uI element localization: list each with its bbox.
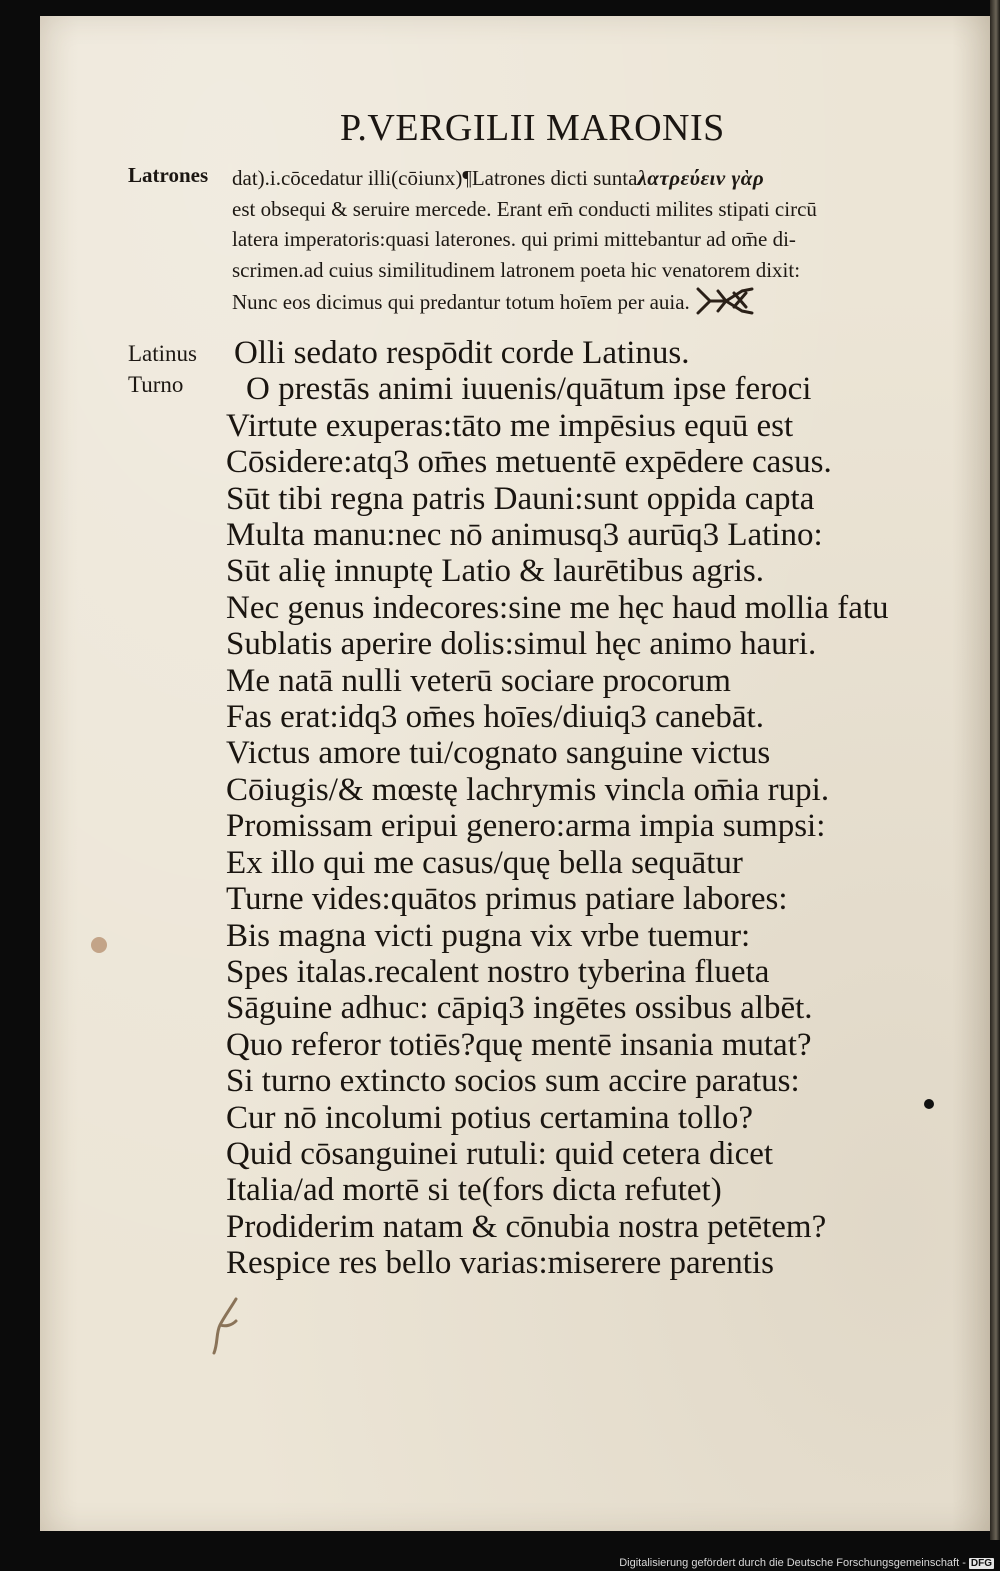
verse-line: Italia/ad mortē si te(fors dicta refutet): [226, 1172, 722, 1209]
verse-line: Cur nō incolumi potius certamina tollo?: [226, 1099, 753, 1136]
verse-line: Multa manu:nec nō animusq3 aurūq3 Latino:: [226, 517, 823, 554]
speaker-label-latinus: Latinus: [128, 341, 197, 366]
verse-line: Ex illo qui me casus/quę bella sequātur: [226, 844, 743, 881]
running-head: P.VERGILII MARONIS: [340, 107, 725, 149]
verse-line: Cōiugis/& mœstę lachrymis vincla om̄ia rupi.: [226, 771, 830, 808]
verse-margin-labels: [128, 338, 197, 400]
verse-line: Sublatis aperire dolis:simul hęc animo hauri.: [226, 626, 817, 663]
verse-line: Fas erat:idq3 om̄es hoīes/diuiq3 canebāt.: [226, 699, 764, 736]
verse-line: Respice res bello varias:miserere parentis: [226, 1245, 774, 1282]
verse-line: Victus amore tui/cognato sanguine victus: [226, 735, 771, 772]
verse-line: Bis magna victi pugna vix vrbe tuemur:: [226, 917, 751, 954]
verse-block: [226, 335, 946, 1282]
verse-line: O prestās animi iuuenis/quātum ipse feroci: [246, 371, 812, 408]
commentary-line: latera imperatoris:quasi laterones. qui primi mittebantur ad om̄e di-: [232, 227, 796, 251]
verse-line: Sūt tibi regna patris Dauni:sunt oppida capta: [226, 480, 815, 517]
verse-line: Quid cōsanguinei rutuli: quid cetera dicet: [226, 1135, 774, 1172]
verse-line: Olli sedato respōdit corde Latinus.: [234, 335, 690, 371]
commentary-block: [232, 163, 960, 324]
printers-ornament-icon: [696, 285, 754, 324]
verse-line: Quo referor totiēs?quę mentē insania mutat?: [226, 1026, 812, 1063]
commentary-margin-label: Latrones: [128, 163, 209, 187]
verse-line: Spes italas.recalent nostro tyberina flueta: [226, 953, 770, 990]
digitization-credit: Digitalisierung gefördert durch die Deutsche Forschungsgemeinschaft - DFG: [619, 1557, 992, 1569]
verse-line: Promissam eripui genero:arma impia sumpsi:: [226, 808, 826, 845]
dfg-logo: DFG: [970, 1558, 992, 1569]
verse-line: Me natā nulli veterū sociare procorum: [226, 662, 731, 699]
pen-flourish-mark: [206, 1295, 246, 1370]
paper-stain: [91, 937, 107, 953]
commentary-line: est obsequi & seruire mercede. Erant em̄ conducti milites stipati circū: [232, 196, 817, 221]
verse-line: Nec genus indecores:sine me hęc haud mollia fatu: [226, 589, 889, 626]
verse-line: Si turno extincto socios sum accire paratus:: [226, 1063, 800, 1100]
verse-line: Prodiderim natam & cōnubia nostra petētem?: [226, 1208, 827, 1245]
commentary-line: scrimen.ad cuius similitudinem latronem poeta hic venatorem dixit:: [232, 257, 801, 282]
commentary-line: Nunc eos dicimus qui predantur totum hoīem per auia.: [232, 285, 960, 324]
verse-line: Turne vides:quātos primus patiare labores:: [226, 881, 788, 918]
speaker-label-turno: Turno: [128, 372, 184, 397]
greek-word: λατρεύειν γὰρ: [637, 166, 765, 190]
verse-line: Sūt alię innuptę Latio & laurētibus agris.: [226, 553, 764, 590]
margin-dot-mark: [924, 1099, 934, 1109]
verse-line: Cōsidere:atq3 om̄es metuentē expēdere casus.: [226, 444, 832, 481]
commentary-line: dat).i.cōcedatur illi(cōiunx)¶Latrones dicti suntaλατρεύειν γὰρ: [232, 166, 765, 190]
book-spine-edge: [990, 0, 1000, 1540]
verse-line: Sāguine adhuc: cāpiq3 ingētes ossibus albēt.: [226, 990, 813, 1027]
verse-line: Virtute exuperas:tāto me impēsius equū est: [226, 407, 794, 444]
